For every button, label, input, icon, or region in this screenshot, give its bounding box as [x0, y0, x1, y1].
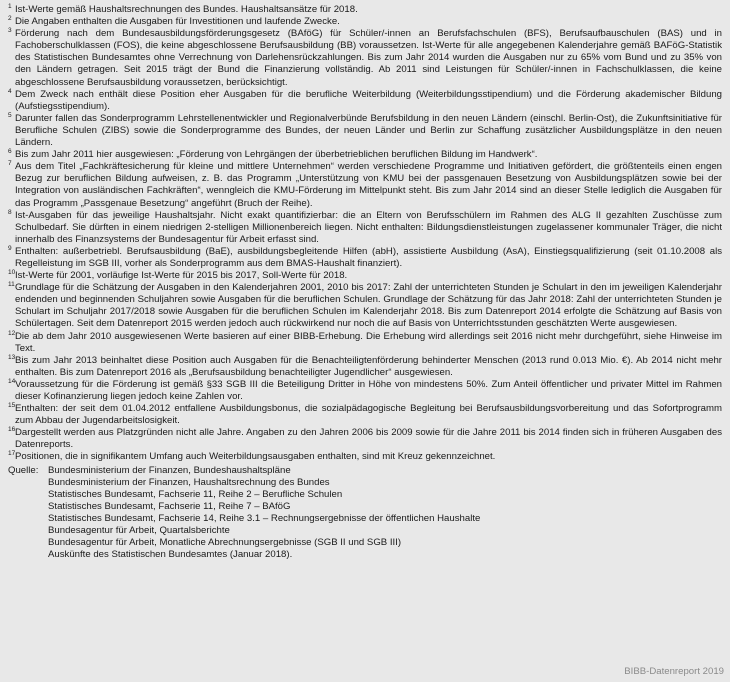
footnote-number: 17 — [8, 450, 16, 458]
source-item: Bundesagentur für Arbeit, Quartalsberichte — [48, 525, 230, 537]
footnote-number: 7 — [8, 160, 12, 168]
footnote-number: 2 — [8, 15, 12, 23]
footnote-number: 9 — [8, 244, 12, 252]
source-item: Statistisches Bundesamt, Fachserie 11, Reihe 7 – BAföG — [48, 500, 291, 512]
footnote-13 — [8, 355, 722, 379]
footnote-number: 13 — [8, 353, 16, 361]
footnote-text: Ist-Werte gemäß Haushaltsrechnungen des Bundes. Haushaltsansätze für 2018. — [15, 4, 358, 15]
footnote-text: Die Angaben enthalten die Ausgaben für Investitionen und laufende Zwecke. — [15, 16, 340, 28]
footnote-number: 1 — [8, 3, 12, 10]
footnote-text: Grundlage für die Schätzung der Ausgaben in den Kalenderjahren 2001, 2010 bis 2017: Zahl der unterrichteten Stunden je Schulart in den im jeweiligen Kalenderjahr endenden und beginnenden Schuljahren sowie Ausgaben für die beruflichen Schulen. Grundlage der Schätzung für das Jahr 2018: Zahl der unterrichteten Stunden je Schulart im Schuljahr 2017/2018 sowie Ausgaben für die beruflichen Schulen im Kalenderjahr 2018. Bis zum Datenreport 2014 erfolgte die Schätzung auf Basis von Schülertagen. Seit dem Datenreport 2015 werden jedoch auch rückwirkend nur noch die auf Basis von Unterrichtsstunden geschätzten Werte ausgewiesen. — [15, 282, 722, 330]
footnote-number: 14 — [8, 377, 16, 385]
footnote-11 — [8, 282, 722, 330]
footnote-1 — [8, 4, 722, 16]
sources-label: Quelle: — [8, 464, 39, 476]
footnote-5 — [8, 113, 722, 149]
footnote-14 — [8, 379, 722, 403]
footnote-3 — [8, 28, 722, 88]
footnotes-list — [8, 4, 722, 464]
footnote-number: 6 — [8, 148, 12, 156]
source-item: Statistisches Bundesamt, Fachserie 14, Reihe 3.1 – Rechnungsergebnisse der öffentlichen Haushalte — [48, 512, 481, 524]
footnote-9 — [8, 246, 722, 270]
source-item: Bundesministerium der Finanzen, Haushaltsrechnung des Bundes — [48, 476, 330, 488]
footnote-text: Dargestellt werden aus Platzgründen nicht alle Jahre. Angaben zu den Jahren 2006 bis 2009 sowie für die Jahre 2011 bis 2014 finden sich in früheren Ausgaben des Datenreports. — [15, 427, 722, 451]
footnote-text: Enthalten: der seit dem 01.04.2012 entfallene Ausbildungsbonus, die sozialpädagogische Begleitung bei Berufsausbildungsvorbereitung und das Sofortprogramm zum Abbau der Jugendarbeitslosigkeit. — [15, 403, 722, 427]
source-item: Statistisches Bundesamt, Fachserie 11, Reihe 2 – Berufliche Schulen — [48, 488, 343, 500]
footnote-4 — [8, 89, 722, 113]
footnote-number: 8 — [8, 208, 12, 216]
report-watermark: BIBB-Datenreport 2019 — [624, 666, 724, 677]
footnote-10 — [8, 270, 722, 282]
footnote-number: 10 — [8, 269, 16, 277]
footnote-7 — [8, 161, 722, 209]
sources-block — [8, 465, 722, 562]
footnote-6 — [8, 149, 722, 161]
footnote-number: 3 — [8, 27, 12, 35]
footnote-17 — [8, 451, 722, 463]
footnote-number: 16 — [8, 426, 16, 434]
source-item: Auskünfte des Statistischen Bundesamtes (Januar 2018). — [48, 549, 293, 561]
footnote-text: Darunter fallen das Sonderprogramm Lehrstellenentwickler und Regionalverbünde Berufsbildung in den neuen Ländern (einschl. Berlin-Ost), die Zukunftsinitiative für Berufliche Schulen (ZIBS) sowie die Sonderprogramme des Bundes, der neuen Länder und Berlin zur Schaffung zusätzlicher Ausbildungsplätze in den neuen Ländern. — [15, 112, 722, 149]
footnote-2 — [8, 16, 722, 28]
footnote-15 — [8, 403, 722, 427]
footnote-text: Dem Zweck nach enthält diese Position eher Ausgaben für die berufliche Weiterbildung (Weiterbildungsstipendium) und die Förderung akademischer Bildung (Aufstiegsstipendium). — [15, 88, 722, 112]
footnote-text: Ist-Ausgaben für das jeweilige Haushaltsjahr. Nicht exakt quantifizierbar: die an Eltern von Berufsschülern im Rahmen des ALG II gezahlten Zuschüsse zum Schulbedarf. Sie dürften in einem niedrigen 2-stelligen Millionenbereich liegen. Nicht enthalten: Bildungsdienstleistungen zugelassener kommunaler Träger, die nicht innerhalb des Finanzsystems der Bundesagentur für Arbeit erfasst sind. — [15, 209, 722, 245]
footnote-text: Die ab dem Jahr 2010 ausgewiesenen Werte basieren auf einer BIBB-Erhebung. Die Erhebung wird allerdings seit 2016 nicht mehr durchgeführt, siehe Hinweise im Text. — [15, 330, 722, 354]
footnote-16 — [8, 427, 722, 451]
footnote-number: 4 — [8, 87, 12, 95]
source-item: Bundesministerium der Finanzen, Bundeshaushaltspläne — [48, 464, 291, 476]
footnote-number: 11 — [8, 281, 15, 289]
footnote-text: Ist-Werte für 2001, vorläufige Ist-Werte für 2015 bis 2017, Soll-Werte für 2018. — [15, 270, 348, 282]
footnote-number: 5 — [8, 111, 12, 119]
footnote-text: Förderung nach dem Bundesausbildungsförderungsgesetz (BAföG) für Schüler/-innen an Berufsfachschulen (BFS), Berufsaufbauschulen (BAS) und in Fachoberschulklassen (FOS), die keine abgeschlossene Berufsausbildung (BB) voraussetzen. Ist-Werte für alle angegebenen Kalenderjahre gemäß BAFöG-Statistik des Statistischen Bundesamtes ohne Verrechnung von Darlehensrückzahlungen. Bis zum Jahr 2014 wurden die Ausgaben nur zu 65% vom Bund und zu 35% von den Ländern getragen. Seit 2015 trägt der Bund die Finanzierung vollständig. Ab 2011 sind Leistungen für Schüler/-innen in Fachschulklassen, die keine abgeschlossene Berufsausbildung voraussetzen, berücksichtigt. — [15, 28, 722, 88]
footnote-text: Positionen, die in signifikantem Umfang auch Weiterbildungsausgaben enthalten, sind mit Kreuz gekennzeichnet. — [15, 451, 496, 463]
footnote-number: 12 — [8, 329, 16, 337]
footnote-12 — [8, 331, 722, 355]
footnote-text: Aus dem Titel „Fachkräftesicherung für kleine und mittlere Unternehmen“ werden verschiedene Programme und Initiativen gefördert, die größtenteils einen engen Bezug zur beruflichen Bildung aufweisen, z. B. das Programm „Unterstützung von KMU bei der passgenauen Besetzung von Ausbildungsplätzen sowie bei der Integration von ausländischen Fachkräften“, wenngleich die KMU-Förderung im Mittelpunkt steht. Bis zum Jahr 2014 sind an dieser Stelle lediglich die Ausgaben für das Programm „Passgenaue Besetzung“ angeführt (Bruch der Reihe). — [15, 161, 722, 209]
footnote-text: Bis zum Jahr 2013 beinhaltet diese Position auch Ausgaben für die Benachteiligtenförderung behinderter Menschen (2013 rund 0.013 Mio. €). Ab 2014 nicht mehr enthalten. Bis zum Datenreport 2016 als „Berufsausbildung benachteiligter Jugendlicher“ ausgewiesen. — [15, 354, 722, 378]
footnote-text: Bis zum Jahr 2011 hier ausgewiesen: „Förderung von Lehrgängen der überbetrieblichen beruflichen Bildung im Handwerk“. — [15, 149, 538, 161]
source-item: Bundesagentur für Arbeit, Monatliche Abrechnungsergebnisse (SGB II und SGB III) — [48, 537, 402, 549]
footnote-text: Voraussetzung für die Förderung ist gemäß §33 SGB III die Beteiligung Dritter in Höhe von mindestens 50%. Zum Anteil öffentlicher und privater Mittel im Rahmen dieser Kofinanzierung liegen jedoch keine Zahlen vor. — [15, 378, 722, 402]
footnote-number: 15 — [8, 402, 16, 410]
footnote-8 — [8, 210, 722, 246]
footnote-text: Enthalten: außerbetriebl. Berufsausbildung (BaE), ausbildungsbegleitende Hilfen (abH), assistierte Ausbildung (AsA), Einstiegsqualifizierung (seit 01.10.2008 als Regelleistung im SGB III, vorher als Sonderprogramm aus dem BMAS-Haushalt finanziert). — [15, 245, 722, 269]
